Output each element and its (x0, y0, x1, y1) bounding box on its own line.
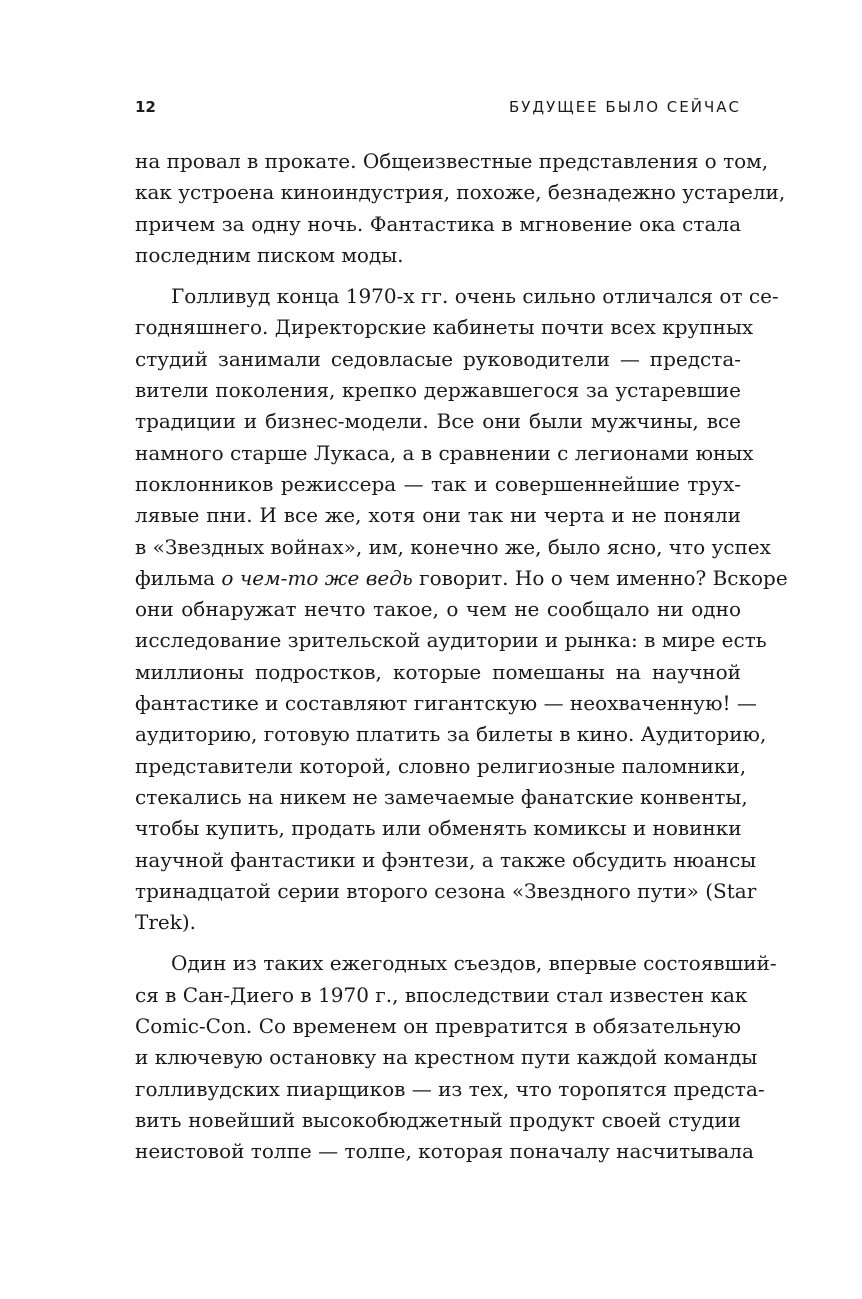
text-line: вить новейший высокобюджетный продукт своей студии (135, 1107, 741, 1132)
text-line: стекались на никем не замечаемые фанатские конвенты, (135, 784, 748, 809)
text-line: Trek). (135, 910, 197, 935)
text-line: миллионы подростков, которые помешаны на научной (135, 659, 741, 684)
text-line: исследование зрительской аудитории и рынка: в мире есть (135, 628, 767, 653)
italic-emphasis: о чем-то же ведь (221, 565, 413, 590)
text-line: представители которой, словно религиозные паломники, (135, 753, 747, 778)
page-number: 12 (135, 98, 156, 116)
text-line: последним писком моды. (135, 242, 404, 267)
text-line: аудиторию, готовую платить за билеты в кино. Аудиторию, (135, 722, 767, 747)
text-line: вители поколения, крепко державшегося за устаревшие (135, 378, 741, 403)
text-line: поклонников режиссера — так и совершеннейшие трух- (135, 471, 741, 496)
text-line: причем за одну ночь. Фантастика в мгновение ока стала (135, 211, 741, 236)
body-text (135, 146, 788, 1168)
paragraph-2 (135, 281, 788, 938)
text-line: в «Звездных войнах», им, конечно же, было ясно, что успех (135, 534, 771, 559)
text-line: как устроена киноиндустрия, похоже, безнадежно устарели, (135, 180, 786, 205)
text-segment: говорит. Но о чем именно? Вскоре (419, 565, 788, 590)
paragraph-3 (135, 948, 777, 1167)
text-line: Голливуд конца 1970-х гг. очень сильно отличался от се- (171, 284, 779, 309)
text-line: голливудских пиарщиков — из тех, что торопятся предста- (135, 1076, 765, 1101)
text-line: тринадцатой серии второго сезона «Звездного пути» (Star (135, 878, 757, 903)
text-line: неистовой толпе — толпе, которая поначалу насчитывала (135, 1139, 754, 1164)
book-title: БУДУЩЕЕ БЫЛО СЕЙЧАС (509, 98, 741, 116)
text-line: намного старше Лукаса, а в сравнении с легионами юных (135, 440, 754, 465)
text-line: традиции и бизнес-модели. Все они были мужчины, все (135, 409, 741, 434)
text-line: ся в Сан-Диего в 1970 г., впоследствии стал известен как (135, 982, 748, 1007)
text-line: Comic-Con. Со временем он превратится в обязательную (135, 1014, 741, 1039)
text-line: годняшнего. Директорские кабинеты почти всех крупных (135, 315, 754, 340)
text-line: научной фантастики и фэнтези, а также обсудить нюансы (135, 847, 757, 872)
text-line: чтобы купить, продать или обменять комиксы и новинки (135, 816, 742, 841)
text-line: на провал в прокате. Общеизвестные представления о том, (135, 149, 769, 173)
text-line-with-emphasis (135, 563, 788, 594)
text-line: лявые пни. И все же, хотя они так ни черта и не поняли (135, 503, 741, 528)
text-line: Один из таких ежегодных съездов, впервые состоявший- (171, 951, 777, 976)
text-line: и ключевую остановку на крестном пути каждой команды (135, 1045, 758, 1070)
text-line: они обнаружат нечто такое, о чем не сообщало ни одно (135, 597, 741, 622)
running-header (135, 98, 741, 118)
text-segment: фильма (135, 565, 216, 590)
text-line: фантастике и составляют гигантскую — неохваченную! — (135, 691, 757, 716)
paragraph-1 (135, 146, 786, 271)
text-line: студий занимали седовласые руководители — предста- (135, 346, 741, 371)
